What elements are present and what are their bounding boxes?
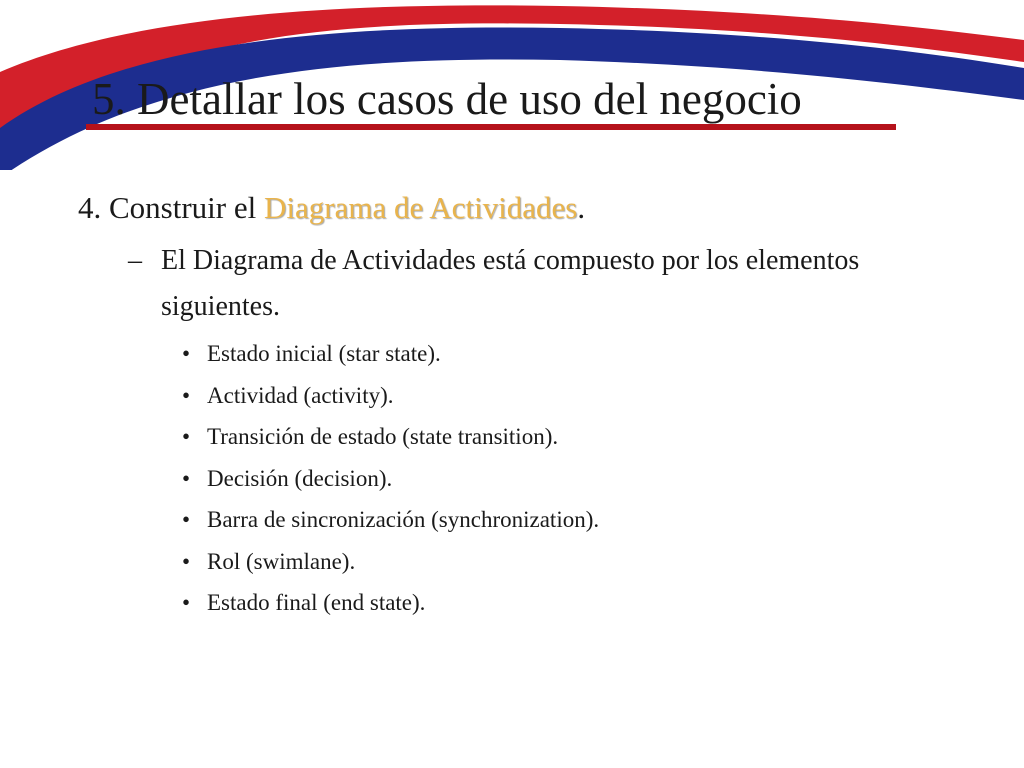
step-highlight: Diagrama de Actividades — [264, 190, 578, 225]
list-item-text: Barra de sincronización (synchronization). — [207, 507, 600, 532]
step-suffix: . — [577, 190, 586, 225]
list-item-text: Decisión (decision). — [207, 465, 393, 491]
sub-point-text: El Diagrama de Actividades está compuesto por los elementos siguientes. — [161, 245, 860, 322]
element-list — [182, 333, 599, 624]
list-item — [182, 458, 599, 500]
dash-marker: – — [128, 245, 142, 276]
list-item — [182, 333, 599, 375]
bullet-marker: • — [182, 424, 191, 449]
list-item-text: Transición de estado (state transition). — [207, 424, 559, 449]
step-heading — [78, 186, 585, 230]
step-prefix: 4. Construir el — [78, 190, 264, 225]
slide-title: 5. Detallar los casos de uso del negocio — [92, 74, 802, 124]
sub-point — [128, 238, 888, 330]
list-item — [182, 541, 599, 583]
list-item — [182, 416, 599, 458]
title-underline — [86, 124, 896, 130]
list-item-text: Estado final (end state). — [207, 590, 426, 615]
bullet-marker: • — [182, 507, 191, 532]
bullet-marker: • — [182, 382, 191, 408]
list-item-text: Actividad (activity). — [207, 382, 394, 408]
list-item — [182, 375, 599, 417]
bullet-marker: • — [182, 465, 191, 491]
bullet-marker: • — [182, 590, 191, 615]
list-item — [182, 582, 599, 624]
bullet-marker: • — [182, 341, 191, 366]
bullet-marker: • — [182, 548, 191, 574]
list-item-text: Rol (swimlane). — [207, 548, 356, 574]
list-item — [182, 499, 599, 541]
list-item-text: Estado inicial (star state). — [207, 341, 441, 366]
